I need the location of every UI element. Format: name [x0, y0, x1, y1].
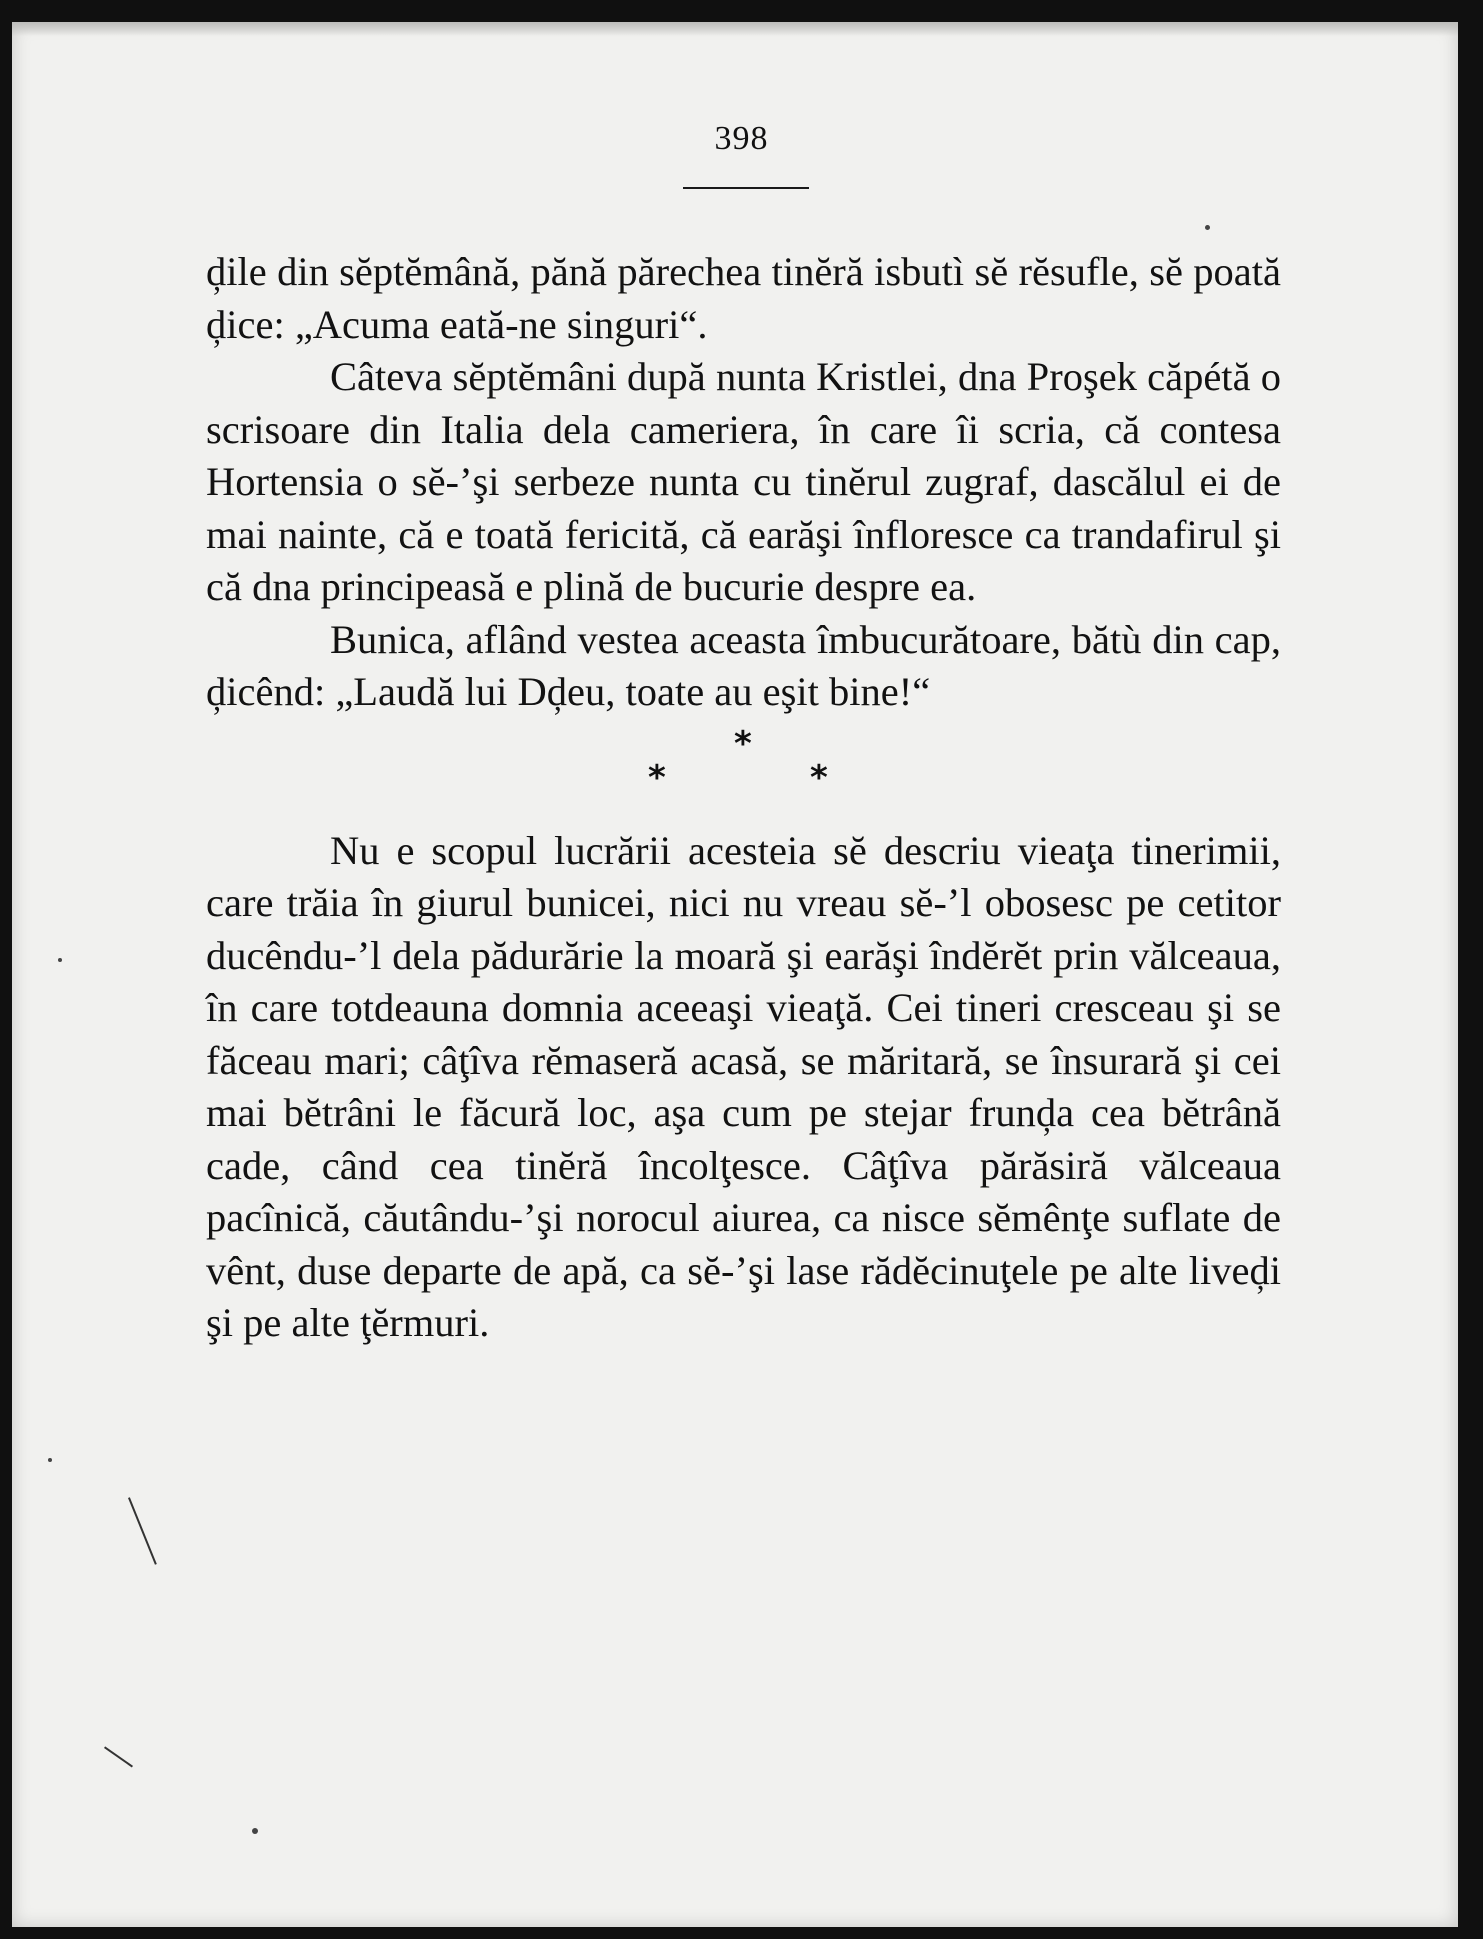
scan-speck — [252, 1828, 258, 1834]
scan-speck — [1205, 225, 1210, 230]
section-break-asterism — [206, 723, 1281, 819]
page-body — [206, 246, 1281, 1350]
page-edge-shadow — [12, 22, 1458, 36]
paragraph: Câteva sĕptĕmâni după nunta Kristlei, dna Proşek căpétă o scrisoare din Italia dela cameriera, în care îi scria, că contesa Hortensia o sĕ-’şi serbeze nunta cu tinĕrul zugraf, dascălul ei de mai nainte, că e toată fericită, că earăşi înfloresce ca trandafirul şi că dna principeasă e plină de bucurie despre ea. — [206, 354, 1281, 609]
paragraph: Nu e scopul lucrării acesteia sĕ descriu vieaţa tinerimii, care trăia în giurul bunicei, nici nu vreau sĕ-’l obosesc pe cetitor ducêndu-’l dela pădurărie la moară şi earăşi îndĕrĕt prin vălceaua, în care totdeauna domnia aceeaşi vieaţă. Cei tineri cresceau şi se făceau mari; câţîva rĕmaseră acasă, se măritară, se însurară şi cei mai bĕtrâni le făcură loc, aşa cum pe stejar frunḑa cea bĕtrână cade, când cea tinĕră încolţesce. Câţîva părăsiră vălceaua pacînică, căutându-’şi norocul aiurea, ca nisce sĕmênţe suflate de vênt, duse departe de apă, ca sĕ-’şi lase rădĕcinuţele pe alte liveḑi şi pe alte ţĕrmuri. — [206, 827, 1281, 1345]
page-number: 398 — [714, 120, 769, 157]
asterism-star: * — [810, 757, 828, 798]
asterism-star: * — [648, 757, 666, 798]
paragraph: Bunica, aflând vestea aceasta îmbucurătoare, bătù din cap, ḑicênd: „Laudă lui Dḑeu, toate au eşit bine!“ — [206, 616, 1281, 714]
scan-speck — [48, 1458, 52, 1462]
asterism-star: * — [734, 723, 752, 764]
scan-speck — [58, 958, 62, 962]
page-number-rule — [683, 187, 809, 189]
paragraph-continued: ḑile din sĕptĕmână, pănă părechea tinĕră isbutì sĕ rĕsufle, sĕ poată ḑice: „Acuma eată-ne singuri“. — [206, 249, 1281, 347]
